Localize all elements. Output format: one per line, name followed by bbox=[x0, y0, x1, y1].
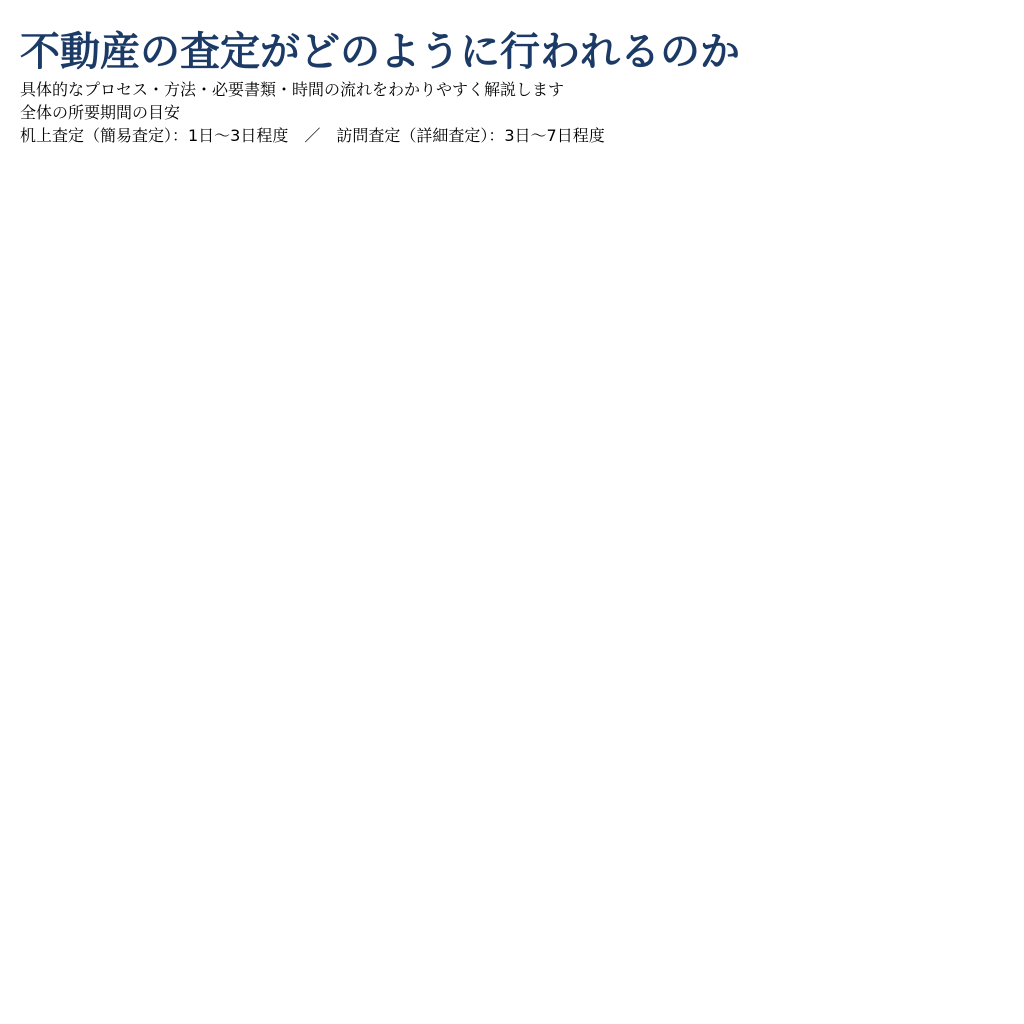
total-duration-label: 全体の所要期間の目安 bbox=[20, 103, 181, 122]
total-duration-text: 机上査定（簡易査定）：1日〜3日程度 ／ 訪問査定（詳細査定）：3日〜7日程度 bbox=[20, 126, 605, 145]
page-subtitle: 具体的なプロセス・方法・必要書類・時間の流れをわかりやすく解説します bbox=[20, 80, 565, 99]
page-title: 不動産の査定がどのように行われるのか bbox=[20, 29, 740, 75]
page bbox=[0, 0, 1024, 166]
